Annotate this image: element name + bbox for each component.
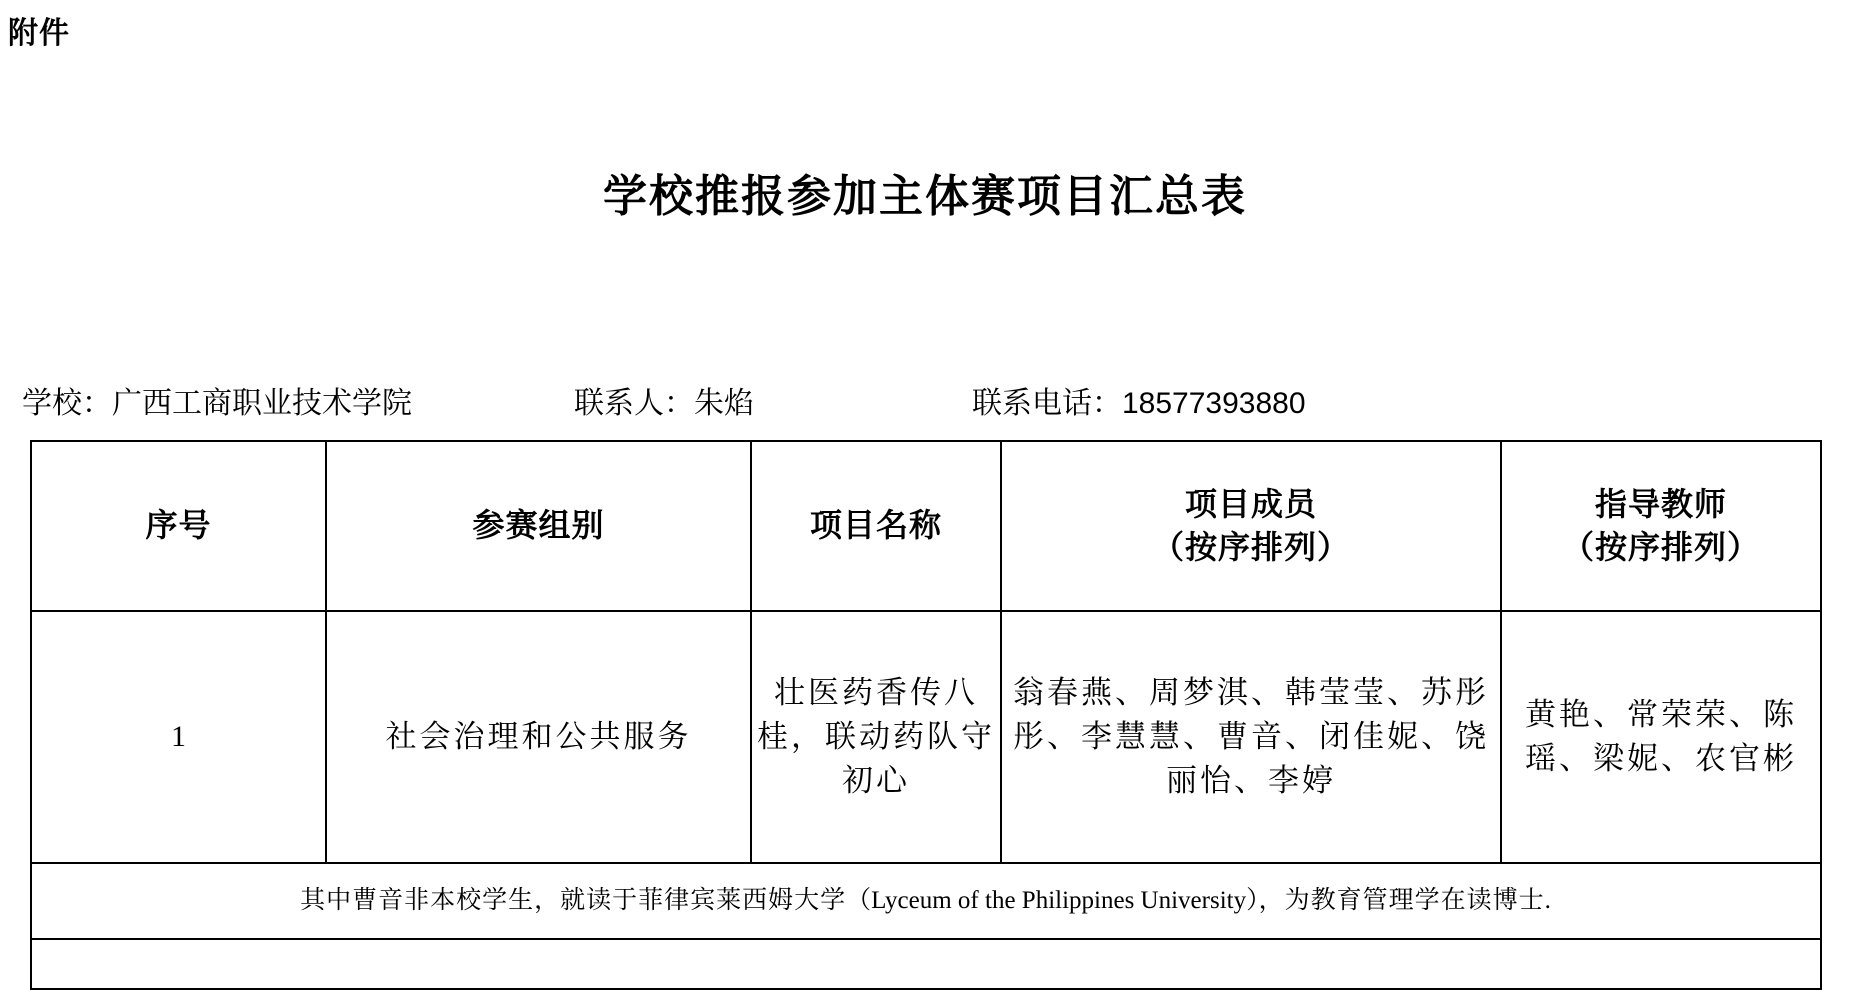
table-note: [31, 863, 1821, 939]
column-header-teachers: [1501, 441, 1821, 611]
attachment-label: 附件: [8, 16, 70, 51]
column-header-project-name: 项目名称: [751, 441, 1001, 611]
column-header-members: [1001, 441, 1501, 611]
page-title: 学校推报参加主体赛项目汇总表: [603, 171, 1247, 222]
table-header: [31, 441, 1821, 611]
phone-field: [972, 378, 1306, 422]
table-row: [31, 611, 1821, 863]
column-header-members-line2: （按序排列）: [1151, 528, 1350, 566]
contact-field: [574, 378, 754, 422]
phone-label: 联系电话：: [972, 387, 1122, 420]
column-header-teachers-line1: 指导教师: [1594, 484, 1727, 523]
table-tail-row: [31, 939, 1821, 989]
column-header-group: 参赛组别: [326, 441, 751, 611]
phone-value: 18577393880: [1122, 387, 1306, 420]
meta-info-row: [22, 378, 1812, 422]
table-note-row: [31, 863, 1821, 939]
cell-tail-blank: [31, 939, 1821, 989]
column-header-no: 序号: [31, 441, 326, 611]
note-latin-text: （Lyceum of the Philippines University）: [846, 887, 1259, 915]
contact-value: 朱焰: [694, 387, 754, 420]
school-value: 广西工商职业技术学院: [112, 387, 412, 420]
school-field: [22, 378, 412, 422]
note-text-before: 其中曹音非本校学生，就读于菲律宾莱西姆大学: [300, 887, 847, 915]
cell-teachers: 黄艳、常荣荣、陈瑶、梁妮、农官彬: [1501, 611, 1821, 863]
cell-no: 1: [31, 611, 326, 863]
cell-group: 社会治理和公共服务: [326, 611, 751, 863]
column-header-members-line1: 项目成员: [1184, 484, 1317, 523]
column-header-teachers-line2: （按序排列）: [1561, 528, 1760, 566]
table-body: [31, 611, 1821, 989]
note-text-after: ，为教育管理学在读博士.: [1258, 887, 1552, 915]
cell-members: 翁春燕、周梦淇、韩莹莹、苏彤彤、李慧慧、曹音、闭佳妮、饶丽怡、李婷: [1001, 611, 1501, 863]
table-header-row: [31, 441, 1821, 611]
contact-label: 联系人：: [574, 387, 694, 420]
cell-project-name: 壮医药香传八桂，联动药队守初心: [751, 611, 1001, 863]
project-summary-table: [30, 440, 1822, 990]
school-label: 学校：: [22, 387, 112, 420]
